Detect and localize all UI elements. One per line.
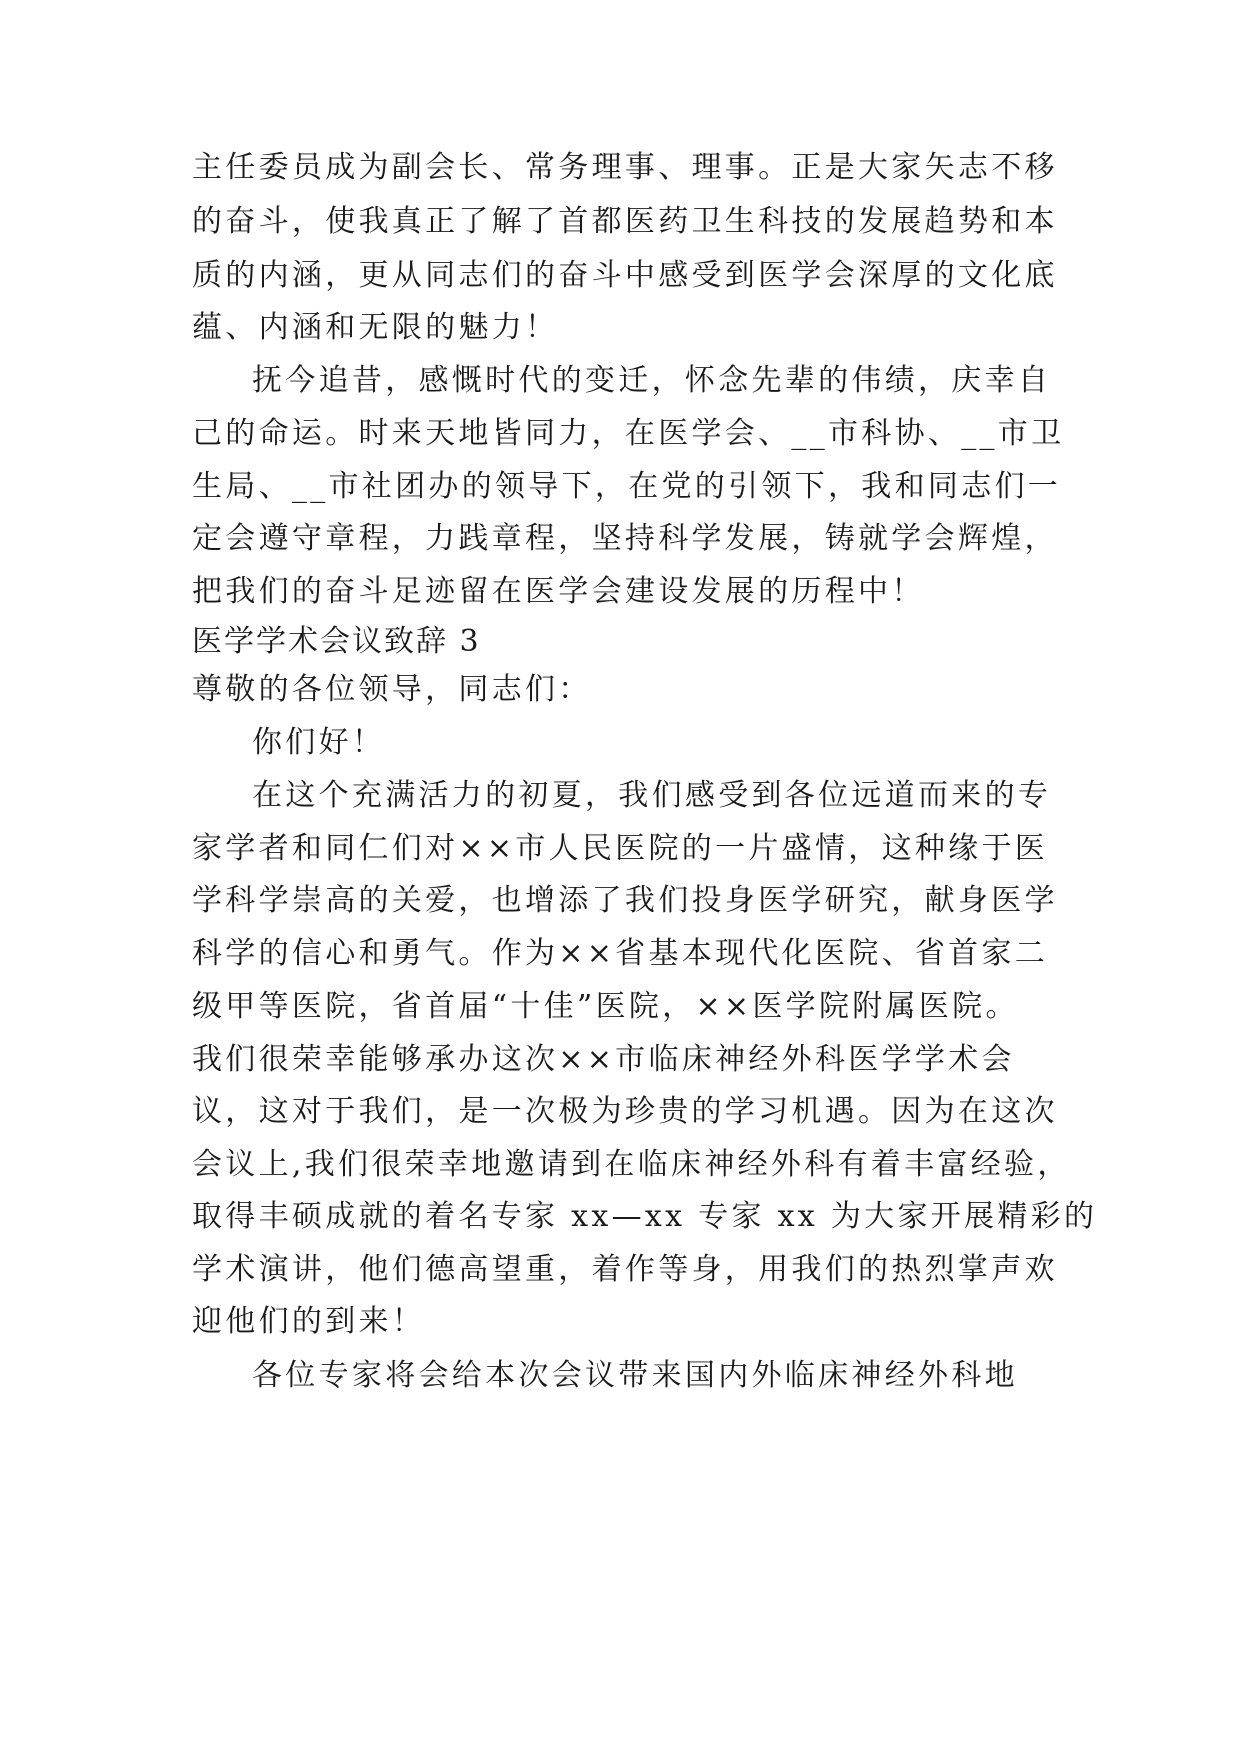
text-line: 科学的信心和勇气。作为××省基本现代化医院、省首家二 (192, 936, 1049, 971)
text-line: 生局、__市社团办的领导下，在党的引领下，我和同志们一 (192, 469, 1062, 504)
text-line: 迎他们的到来！ (192, 1304, 426, 1339)
text-line: 把我们的奋斗足迹留在医学会建设发展的历程中！ (192, 574, 925, 609)
text-line: 己的命运。时来天地皆同力，在医学会、__市科协、__市卫 (192, 416, 1065, 451)
text-line: 级甲等医院，省首届“十佳”医院，××医学院附属医院。 (192, 989, 1019, 1024)
text-line: 学科学崇高的关爱，也增添了我们投身医学研究，献身医学 (192, 883, 1058, 918)
section-heading: 医学学术会议致辞 3 (192, 624, 481, 659)
text-line: 蕴、内涵和无限的魅力！ (192, 310, 559, 345)
text-line: 取得丰硕成就的着名专家 xx—xx 专家 xx 为大家开展精彩的 (192, 1199, 1098, 1234)
text-line: 的奋斗，使我真正了解了首都医药卫生科技的发展趋势和本 (192, 204, 1058, 239)
text-line: 质的内涵，更从同志们的奋斗中感受到医学会深厚的文化底 (192, 258, 1058, 293)
greeting: 你们好！ (252, 725, 386, 760)
text-line: 定会遵守章程，力践章程，坚持科学发展，铸就学会辉煌， (192, 521, 1058, 556)
text-line: 学术演讲，他们德高望重，着作等身，用我们的热烈掌声欢 (192, 1252, 1058, 1287)
paragraph-first-line: 各位专家将会给本次会议带来国内外临床神经外科地 (252, 1358, 1018, 1393)
text-line: 家学者和同仁们对××市人民医院的一片盛情，这种缘于医 (192, 831, 1049, 866)
text-line: 议，这对于我们，是一次极为珍贵的学习机遇。因为在这次 (192, 1094, 1058, 1129)
paragraph-first-line: 在这个充满活力的初夏，我们感受到各位远道而来的专 (252, 778, 1052, 813)
text-line: 会议上,我们很荣幸地邀请到在临床神经外科有着丰富经验， (192, 1147, 1071, 1182)
paragraph-first-line: 抚今追昔，感慨时代的变迁，怀念先辈的伟绩，庆幸自 (252, 363, 1052, 398)
salutation: 尊敬的各位领导，同志们： (192, 672, 592, 707)
text-line: 我们很荣幸能够承办这次××市临床神经外科医学学术会 (192, 1042, 1015, 1077)
text-line: 主任委员成为副会长、常务理事、理事。正是大家矢志不移 (192, 150, 1058, 185)
